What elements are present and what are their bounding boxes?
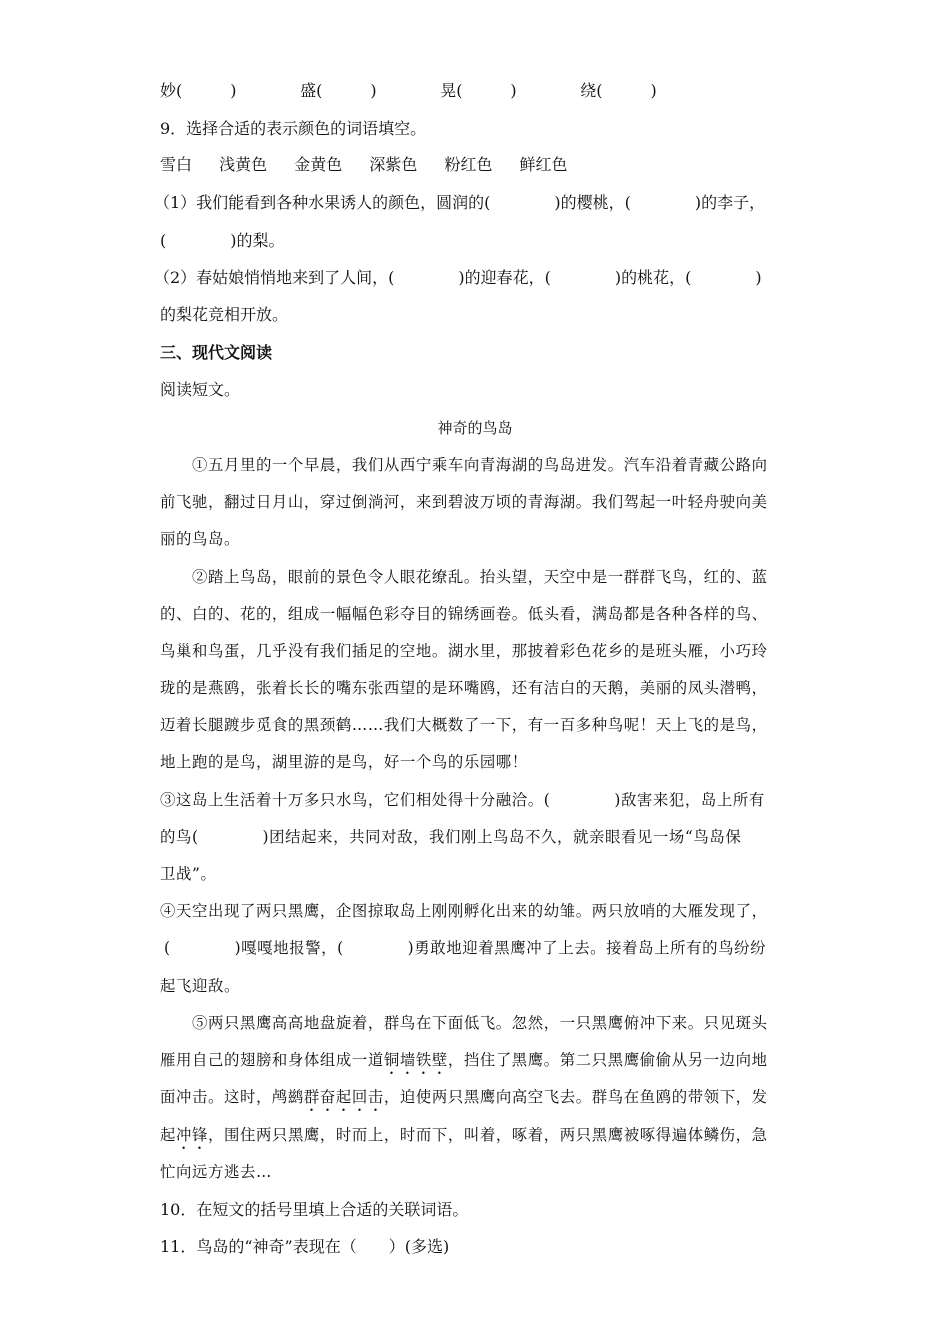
q8-item: 绕( ) (580, 81, 657, 100)
article-line: ( )嘎嘎地报警，( )勇敢地迎着黑鹰冲了上去。接着岛上所有的鸟纷纷 (164, 939, 767, 957)
article-title: 神奇的鸟岛 (437, 419, 513, 437)
article-line: ②踏上鸟岛，眼前的景色令人眼花缭乱。抬头望，天空中是一群群飞鸟，红的、蓝 (160, 568, 768, 586)
reading-instruction: 阅读短文。 (160, 380, 241, 399)
text-run: 雁用自己的翅膀和身体组成一道 (160, 1051, 384, 1069)
article-line: 珑的是燕鸥，张着长长的嘴东张西望的是环嘴鸥，还有洁白的天鹅，美丽的凤头潜鸭， (160, 679, 768, 697)
q10-text: 10．在短文的括号里填上合适的关联词语。 (160, 1200, 469, 1219)
article-line: ④天空出现了两只黑鹰，企图掠取岛上刚刚孵化出来的幼雏。两只放哨的大雁发现了， (160, 902, 768, 920)
q11-text: 11．鸟岛的“神奇”表现在（ ）(多选) (160, 1237, 450, 1256)
text-run: ，围住两只黑鹰，时而上，时而下，叫着，啄着，两只黑鹰被啄得遍体鳞伤，急 (207, 1126, 768, 1144)
word-option: 深紫色 (369, 155, 418, 174)
text-run: 面冲击。这时，鸬鹚 (160, 1088, 304, 1106)
q9-word-bank (160, 152, 792, 178)
article-line: 的、白的、花的，组成一幅幅色彩夺目的锦绣画卷。低头看，满岛都是各种各样的鸟、 (160, 605, 768, 623)
article-line: ①五月里的一个早晨，我们从西宁乘车向青海湖的鸟岛进发。汽车沿着青藏公路向 (160, 456, 768, 474)
section-heading: 三、现代文阅读 (160, 343, 273, 362)
word-option: 粉红色 (444, 155, 493, 174)
text-run: ，迫使两只黑鹰向高空飞去。群鸟在鱼鸥的带领下，发 (383, 1088, 768, 1106)
article-line: ⑤两只黑鹰高高地盘旋着，群鸟在下面低飞。忽然，一只黑鹰俯冲下来。只见斑头 (160, 1014, 768, 1032)
article-line: 地上跑的是鸟，湖里游的是鸟，好一个鸟的乐园哪！ (160, 753, 528, 771)
article-line: 卫战”。 (160, 865, 217, 883)
dotted-phrase: 铜墙铁壁 (383, 1051, 448, 1069)
q9-part1-line1: （1）我们能看到各种水果诱人的颜色，圆润的( )的樱桃，( )的李子， (154, 193, 766, 212)
article-line (160, 1084, 792, 1115)
article-line: 起飞迎敌。 (160, 977, 240, 995)
q8-item: 妙( ) (160, 81, 237, 100)
article-line: 的鸟( )团结起来，共同对敌，我们刚上鸟岛不久，就亲眼看见一场“鸟岛保 (160, 828, 742, 846)
q9-part1-line2: ( )的梨。 (160, 231, 285, 250)
word-option: 雪白 (160, 155, 193, 174)
q9-part2-line1: （2）春姑娘悄悄地来到了人间，( )的迎春花，( )的桃花，( ) (154, 268, 762, 287)
dotted-phrase: 群奋起回击 (303, 1088, 384, 1106)
q8-item: 晃( ) (440, 81, 517, 100)
word-option: 鲜红色 (519, 155, 568, 174)
article-line (160, 1047, 792, 1078)
article-line: ③这岛上生活着十万多只水鸟，它们相处得十分融洽。( )敌害来犯，岛上所有 (160, 791, 765, 809)
text-run: ，挡住了黑鹰。第二只黑鹰偷偷从另一边向地 (447, 1051, 768, 1069)
word-option: 金黄色 (294, 155, 343, 174)
article-line: 丽的鸟岛。 (160, 530, 240, 548)
dotted-phrase: 冲锋 (176, 1126, 208, 1144)
word-option: 浅黄色 (219, 155, 268, 174)
q9-stem: 9．选择合适的表示颜色的词语填空。 (160, 119, 427, 138)
article-line: 忙向远方逃去… (160, 1163, 272, 1181)
article-line: 鸟巢和鸟蛋，几乎没有我们插足的空地。湖水里，那披着彩色花乡的是班头雁，小巧玲 (160, 642, 768, 660)
q8-character-row (160, 78, 792, 104)
article-line: 迈着长腿踱步觅食的黑颈鹤……我们大概数了一下，有一百多种鸟呢！天上飞的是鸟， (160, 716, 768, 734)
q8-item: 盛( ) (300, 81, 377, 100)
q9-part2-line2: 的梨花竞相开放。 (160, 305, 289, 324)
article-line (160, 1122, 792, 1153)
article-line: 前飞驰，翻过日月山，穿过倒淌河，来到碧波万顷的青海湖。我们驾起一叶轻舟驶向美 (160, 493, 768, 511)
text-run: 起 (160, 1126, 176, 1144)
